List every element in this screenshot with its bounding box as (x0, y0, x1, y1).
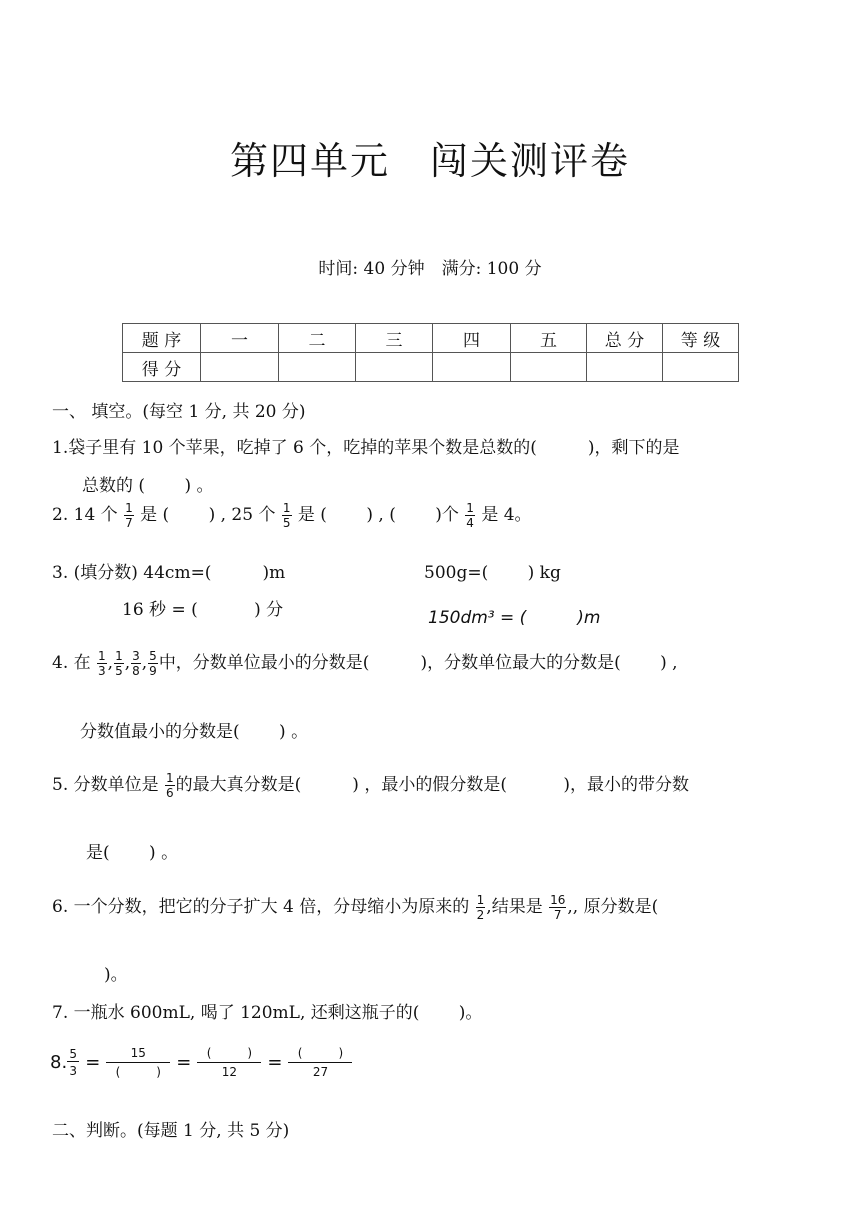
score-cell[interactable] (356, 353, 433, 382)
header-cell: 总 分 (587, 324, 663, 353)
q6-text: ,, 原分数是( (567, 897, 659, 917)
score-table-header-row (123, 324, 739, 353)
score-cell[interactable] (663, 353, 739, 382)
score-cell[interactable] (201, 353, 279, 382)
question-3-part-a: 3. (填分数) 44cm=( )m (52, 563, 286, 583)
fraction: 15 ( ) (106, 1046, 170, 1079)
fraction: $\frac{16}{7}$ (550, 893, 566, 922)
score-cell[interactable] (511, 353, 587, 382)
equals-sign: = (267, 1052, 283, 1073)
section-1-heading: 一、 填空。(每空 1 分, 共 20 分) (52, 402, 306, 422)
fraction: $\frac{5}{3}$ (67, 1047, 79, 1078)
q8-label: 8. (50, 1052, 68, 1073)
question-8 (50, 1046, 352, 1079)
question-3-part-c: 16 秒 = ( ) 分 (122, 600, 284, 620)
fraction: $\frac{5}{9}$ (149, 649, 157, 678)
question-5-line-2: 是( ) 。 (86, 843, 179, 863)
header-cell: 五 (511, 324, 587, 353)
q2-text: 是 ( ) , 25 个 (140, 505, 276, 525)
q6-text: 6. 一个分数，把它的分子扩大 4 倍，分母缩小为原来的 (52, 897, 470, 917)
question-3-part-b: 500g=( ) kg (424, 563, 561, 583)
score-table-score-row (123, 353, 739, 382)
question-6-line-2: )。 (104, 965, 128, 985)
equals-sign: = (85, 1052, 101, 1073)
fraction: $\frac{3}{8}$ (132, 649, 140, 678)
q2-text: 是 ( ) , ( )个 (297, 505, 459, 525)
score-cell[interactable] (433, 353, 511, 382)
fraction: $\frac{1}{5}$ (282, 501, 291, 530)
header-cell: 等 级 (663, 324, 739, 353)
question-5-line-1 (52, 770, 689, 799)
question-3-part-d: 150dm³ = ( )m (428, 608, 601, 628)
fraction: $\frac{1}{7}$ (125, 501, 133, 530)
question-2 (52, 500, 532, 529)
header-cell: 一 (201, 324, 279, 353)
question-1-line-2: 总数的 ( ) 。 (82, 476, 214, 496)
fraction: $\frac{1}{5}$ (115, 649, 123, 678)
question-4-line-2: 分数值最小的分数是( ) 。 (80, 722, 309, 742)
question-1-line-1: 1.袋子里有 10 个苹果，吃掉了 6 个，吃掉的苹果个数是总数的( )，剩下的是 (52, 438, 680, 458)
fraction: $\frac{1}{3}$ (98, 649, 106, 678)
header-cell: 二 (279, 324, 356, 353)
fraction: $\frac{1}{2}$ (476, 893, 485, 922)
fraction: $\frac{1}{4}$ (466, 501, 474, 530)
header-cell: 题 序 (123, 324, 201, 353)
q2-text: 是 4。 (481, 505, 532, 525)
fraction: ( ) 12 (197, 1046, 261, 1079)
time-score-info: 时间: 40 分钟 满分: 100 分 (318, 259, 542, 279)
q6-text: ,结果是 (486, 897, 543, 917)
q5-text: 5. 分数单位是 (52, 775, 159, 795)
header-cell: 四 (433, 324, 511, 353)
row-label-cell: 得 分 (123, 353, 201, 382)
header-cell: 三 (356, 324, 433, 353)
fraction: $\frac{1}{6}$ (166, 771, 174, 800)
score-table (122, 323, 739, 382)
page-title: 第四单元 闯关测评卷 (229, 139, 630, 183)
q2-text: 2. 14 个 (52, 505, 118, 525)
q4-text: 中，分数单位最小的分数是( )，分数单位最大的分数是( ) , (158, 653, 678, 673)
question-7: 7. 一瓶水 600mL, 喝了 120mL, 还剩这瓶子的( )。 (52, 1003, 483, 1023)
score-cell[interactable] (279, 353, 356, 382)
question-4-line-1: 4. 在 $\frac{1}{3}$ , $\frac{1}{5}$ , $\frac{3}{8}$ , $\frac{5}{9}$ 中，分数单位最小的分数是( )，分数单位最大的分数是( ) , (52, 649, 678, 678)
equals-sign: = (176, 1052, 192, 1073)
section-2-heading: 二、判断。(每题 1 分, 共 5 分) (52, 1121, 290, 1141)
q4-text: 4. 在 (52, 653, 91, 673)
fraction: ( ) 27 (288, 1046, 352, 1079)
q5-text: 的最大真分数是( ) ，最小的假分数是( )，最小的带分数 (175, 775, 690, 795)
question-6-line-1 (52, 892, 658, 921)
score-cell[interactable] (587, 353, 663, 382)
